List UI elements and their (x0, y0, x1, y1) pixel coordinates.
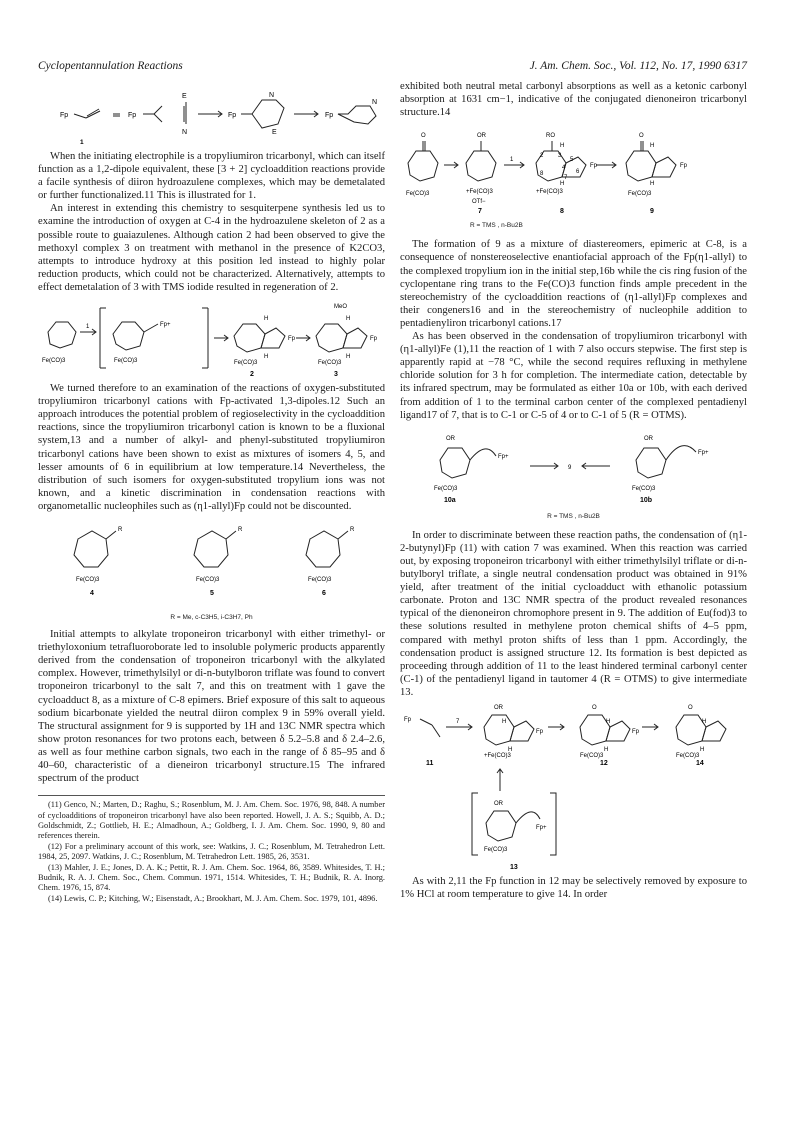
scheme-5-atom: 9 (568, 464, 572, 471)
scheme-1-atom-fp-3: Fp (228, 112, 237, 119)
scheme-3-atom-r: R (350, 526, 355, 533)
footnote: (13) Mahler, J. E.; Jones, D. A. K.; Pettit, R. J. Am. Chem. Soc. 1964, 86, 3589. Whitesides, T. H.; Budnik, R. A. J. Chem. Soc., Chem. Commun. 1971, 1514. Whitesides, T. H.; Budnik, R. A. Inorg. Chem. 1976, 15, 874. (38, 862, 385, 893)
scheme-2-atom: Fp+ (160, 322, 171, 329)
scheme-4-atom: 1 (510, 157, 514, 164)
scheme-2-atom: Fe(CO)3 (234, 360, 258, 367)
scheme-5 (400, 426, 747, 506)
scheme-6-atom: Fe(CO)3 (580, 753, 604, 759)
scheme-1 (38, 84, 385, 146)
scheme-5-atom: Fe(CO)3 (434, 485, 458, 492)
scheme-1-atom-n-1: N (182, 129, 188, 136)
scheme-6-atom: H (508, 747, 513, 753)
scheme-2-atom: H (346, 316, 351, 323)
scheme-6-atom: H (604, 747, 609, 753)
scheme-3-atom-r: R (118, 526, 123, 533)
footnote: (14) Lewis, C. P.; Kitching, W.; Eisenstadt, A.; Brookhart, M. J. Am. Chem. Soc. 1979, 101, 4896. (48, 893, 378, 903)
paragraph: Initial attempts to alkylate troponeiron tricarbonyl with either trimethyl- or triethyloxonium tetrafluoroborate led to insoluble polymeric products apparently derived from the condensation of troponeiron tricarbonyl with the alkylated complex. However, trimethylsilyl or di-n-butylboron triflate was found to convert troponeiron tricarbonyl to the salt 7, and this on treatment with 1 gave the cycloadduct 8, as a mixture of C-8 epimers. Brief exposure of this salt to aqueous sodium bicarbonate yielded the neutral diiron complex 9 in 59% overall yield. The structural assignment for 9 is supported by 1H and 13C NMR spectra which show proton resonances for two protons each, between δ 5.2–5.8 and δ 2.4–2.6, as well as four methine carbon signals, two each in the range of δ 85–95 and δ 40–60, characteristic of a dieneiron tricarbonyl structure.15 The infrared spectrum of the product (38, 629, 385, 785)
compound-label-12: 12 (600, 760, 608, 767)
compound-label-10a: 10a (444, 496, 456, 504)
scheme-2 (38, 298, 385, 378)
scheme-6-atom: Fp+ (536, 825, 547, 831)
scheme-4-atom: 3 (558, 153, 562, 160)
scheme-4-atom: H (560, 143, 565, 150)
compound-label-6: 6 (322, 589, 326, 597)
compound-label-13: 13 (510, 864, 518, 871)
scheme-4-atom: OTf− (472, 199, 486, 206)
scheme-6-atom: Fe(CO)3 (676, 753, 700, 759)
paragraph: As has been observed in the condensation of tropyliumiron tricarbonyl with (η1-allyl)Fe (1),11 the reaction of 1 with 7 also occurs stepwise. The first step is apparently rapid at −78 °C, while the second requires refluxing in methylene chloride solution for 3 h for completion. The intermediate cation, detectable by its infrared spectrum, may be formulated as either 10a or 10b, with each derived from addition of 1 to the terminal carbon center of the complexed pentadienyl ligand17 of 7, that is to C-1 or C-5 of 4 or to C-1 of 5 (R = OTMS). (400, 331, 747, 421)
scheme-1-atom-e-2: E (272, 129, 277, 136)
scheme-3 (38, 517, 385, 607)
compound-label-11: 11 (426, 760, 434, 767)
scheme-5-atom: Fp+ (498, 453, 509, 460)
compound-label-1: 1 (80, 139, 84, 146)
paragraph: In order to discriminate between these reaction paths, the condensation of (η1-2-butynyl)Fp (11) with cation 7 was examined. When this reaction was carried out, by exposing troponeiron tricarbonyl with either trimethylsilyl triflate or di-n-butylboryl triflate, a single neutral condensation product was obtained in 91% yield, after treatment of the initial cycloadduct with ethanolic potassium carbonate. Proton and 13C NMR spectra of the product revealed resonances typical of the dienoneiron chromophore present in 9. The addition of Eu(fod)3 to these solutions resulted in methylene proton chemical shifts of 4–5 ppm, compared with methyl proton shifts of less than 1 ppm. Accordingly, the condensation product is assigned structure 12. Its formation is best depicted as proceeding through addition of 11 to the least hindered terminal carbonyl center (C-1) of the pentadienyl ligand in tautomer 4 (R = OTMS) to give intermediate 13. (400, 529, 747, 698)
scheme-2-atom: MeO (334, 304, 348, 311)
scheme-4-atom: H (650, 181, 655, 188)
scheme-4-atom: 2 (540, 153, 544, 160)
scheme-6-atom: Fp (632, 729, 640, 735)
scheme-5-drawing (400, 426, 747, 506)
scheme-6 (400, 703, 747, 871)
left-column (38, 80, 385, 904)
scheme-3-atom-fe: Fe(CO)3 (308, 576, 332, 583)
scheme-5-atom: Fp+ (698, 449, 709, 456)
compound-label-5: 5 (210, 589, 214, 597)
scheme-4-atom: 6 (576, 169, 580, 176)
running-head-title: Cyclopentannulation Reactions (38, 60, 183, 72)
paragraph: We turned therefore to an examination of the reactions of oxygen-substituted tropyliumiron tricarbonyl cations with Fp-activated 1,3-dipoles.12 Such an approach introduces the potential problem of regioselectivity in the cycloaddition reactions, since the tropyliumiron tricarbonyl cation is known to be a fluxional system,13 and a number of alkyl- and phenyl-substituted tropyliumiron tricarbonyl cations have been shown to exist as mixtures of isomers 4, 5, and lesser amounts of 6 in equilibrium at low temperature.14 Nevertheless, the distribution of such isomers for oxygen-substituted tropylium ions was not known, and a kinetic discrimination in condensation reactions with organometallic nucleophiles such as (η1-allyl)Fp could not be discounted. (38, 383, 385, 512)
scheme-4-atom: RO (546, 133, 555, 140)
scheme-6-atom: O (688, 705, 693, 711)
scheme-6-atom: 7 (456, 719, 460, 725)
paragraph: As with 2,11 the Fp function in 12 may be selectively removed by exposure to 1% HCl at room temperature to give 14. In order (400, 876, 747, 901)
compound-label-7: 7 (478, 208, 482, 216)
scheme-3-atom-r: R (238, 526, 243, 533)
footnote: (12) For a preliminary account of this work, see: Watkins, J. C.; Rosenblum, M. Tetrahedron Lett. 1984, 25, 2097. Watkins, J. C.; Rosenblum, M. Tetrahedron Lett. 1985, 26, 3531. (38, 841, 385, 862)
paragraph: The formation of 9 as a mixture of diastereomers, epimeric at C-8, is a consequence of nonstereoselective enantiofacial approach of the Fp(η1-allyl) to the complexed tropylium ion in the initial step,16b while the cis ring fusion of the cyclopentane ring trans to the Fe(CO)3 function finds ample precedent in the stereochemistry of the cycloaddition reactions of (η1-allyl)Fp complexes and their congeners16 and in the stereochemistry of nucleophile addition to pentadienyliron tricarbonyl cations.17 (400, 239, 747, 329)
scheme-1-atom-fp-4: Fp (325, 112, 334, 119)
scheme-4-atom: OR (477, 133, 486, 140)
scheme-5-atom: Fe(CO)3 (632, 485, 656, 492)
scheme-4-atom: +Fe(CO)3 (536, 189, 563, 196)
scheme-2-atom: Fp (288, 336, 296, 343)
scheme-4-atom: Fp (680, 163, 688, 170)
scheme-2-atom: 1 (86, 324, 90, 331)
compound-label-2: 2 (250, 371, 254, 379)
scheme-4-atom: O (639, 133, 644, 140)
scheme-6-atom: Fp (536, 729, 544, 735)
scheme-4-atom: O (421, 133, 426, 140)
scheme-6-atom: Fp (404, 717, 412, 723)
scheme-4-atom: +Fe(CO)3 (466, 189, 493, 196)
paragraph: An interest in extending this chemistry to sesquiterpene synthesis led us to examine the introduction of oxygen at C-4 in the hydroazulene skeleton of 2 as a possible route to guaiazulenes. Although cation 2 had been observed to give the methoxyl complex 3 on treatment with methanol in the presence of K2CO3, attempts to introduce hydroxy at this position led instead to highly polar reduction products, which could not be characterized. Alternatively, attempts to effect demetalation of 3 with TMS iodide resulted in regeneration of 2. (38, 203, 385, 293)
scheme-4-atom: H (560, 181, 565, 188)
scheme-2-atom: H (264, 354, 269, 361)
scheme-4-atom: 4 (562, 165, 566, 172)
paragraph: exhibited both neutral metal carbonyl absorptions as well as a ketonic carbonyl absorption at 1631 cm−1, indicative of the conjugated dienoneiron tricarbonyl structure.14 (400, 81, 747, 119)
scheme-5-atom: OR (644, 435, 653, 442)
running-head-citation: J. Am. Chem. Soc., Vol. 112, No. 17, 1990 6317 (529, 60, 747, 72)
compound-label-8: 8 (560, 208, 564, 216)
scheme-2-atom: H (346, 354, 351, 361)
scheme-1-atom-e-1: E (182, 93, 187, 100)
scheme-4-atom: Fp (590, 163, 598, 170)
compound-label-14: 14 (696, 760, 704, 767)
scheme-6-atom: H (702, 719, 707, 725)
scheme-5-caption: R = TMS , n-Bu2B (547, 512, 600, 520)
scheme-5-atom: OR (446, 435, 455, 442)
scheme-2-atom: H (264, 316, 269, 323)
footnote: (11) Genco, N.; Marten, D.; Raghu, S.; Rosenblum, M. J. Am. Chem. Soc. 1976, 98, 848. A number of cycloadditions of troponeiron tricarbonyl have also been reported. Howell, J. A. S.; Squibb, A. D.; Goldschmidt, Z.; Gottlieb, H. E.; Almadhoun, A.; Goldberg, I. J. Am. Chem. Soc. 1990, 9, 80 and references therein. (38, 800, 385, 841)
scheme-4-atom: 5 (570, 157, 574, 164)
scheme-2-drawing (38, 298, 385, 378)
scheme-2-atom: Fe(CO)3 (42, 358, 66, 365)
scheme-6-atom: H (502, 719, 507, 725)
scheme-3-atom-fe: Fe(CO)3 (76, 576, 100, 583)
scheme-2-atom: Fe(CO)3 (318, 360, 342, 367)
scheme-6-atom: +Fe(CO)3 (484, 753, 511, 759)
scheme-1-drawing (38, 84, 385, 146)
scheme-1-atom-n-2: N (269, 92, 275, 99)
scheme-3-caption: R = Me, c-C3H5, i-C3H7, Ph (170, 613, 253, 621)
scheme-1-atom-fp-2: Fp (128, 112, 137, 119)
right-column (400, 80, 747, 901)
scheme-6-atom: OR (494, 705, 503, 711)
scheme-4-caption: R = TMS , n-Bu2B (470, 222, 523, 230)
scheme-3-atom-fe: Fe(CO)3 (196, 576, 220, 583)
scheme-6-atom: H (700, 747, 705, 753)
scheme-6-drawing (400, 703, 747, 871)
compound-label-4: 4 (90, 589, 94, 597)
scheme-1-atom-n-3: N (372, 99, 378, 106)
footnote-rule (38, 795, 385, 796)
scheme-4-atom: Fe(CO)3 (406, 191, 430, 198)
paragraph: When the initiating electrophile is a tropyliumiron tricarbonyl, which can itself function as a 1,2-dipole equivalent, these [3 + 2] cycloaddition reactions provide a facile synthesis of diiron hydroazulene complexes, which may be demetalated or further functionalized.11 This is illustrated for 1. (38, 151, 385, 202)
scheme-6-atom: Fe(CO)3 (484, 847, 508, 853)
scheme-4-atom: Fe(CO)3 (628, 191, 652, 198)
scheme-4-drawing (400, 123, 747, 215)
scheme-2-atom: Fp (370, 336, 378, 343)
scheme-4-atom: 8 (540, 171, 544, 178)
scheme-4-atom: 7 (564, 175, 568, 182)
scheme-1-atom-fp-1: Fp (60, 112, 69, 119)
compound-label-9: 9 (650, 208, 654, 216)
scheme-3-drawing (38, 517, 385, 607)
scheme-4-atom: H (650, 143, 655, 150)
compound-label-10b: 10b (640, 496, 653, 504)
scheme-2-atom: Fe(CO)3 (114, 358, 138, 365)
scheme-6-atom: H (606, 719, 611, 725)
compound-label-3: 3 (334, 371, 338, 379)
scheme-6-atom: O (592, 705, 597, 711)
scheme-6-atom: OR (494, 801, 503, 807)
scheme-4 (400, 123, 747, 215)
